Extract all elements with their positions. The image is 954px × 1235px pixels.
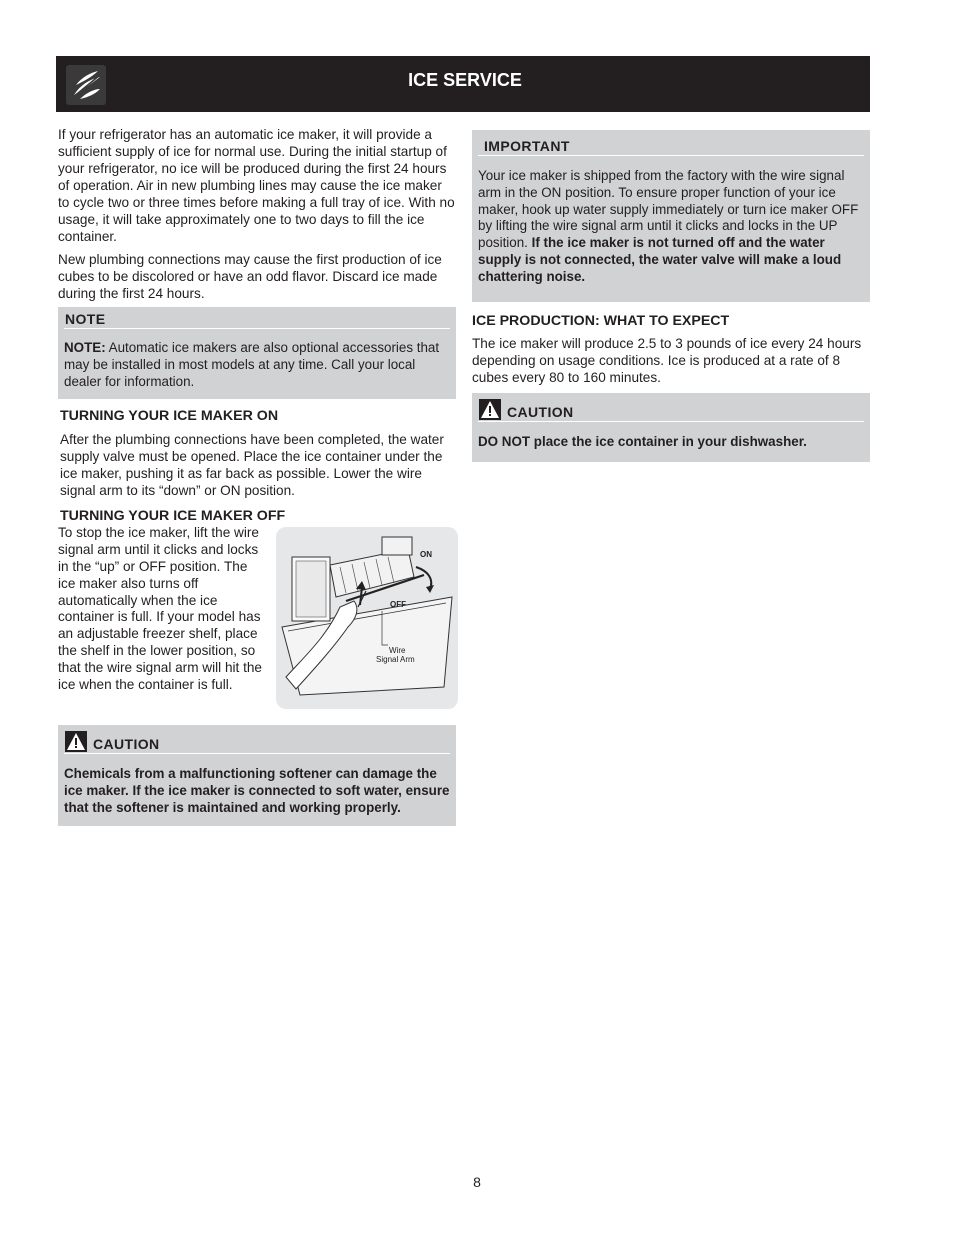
- note-text: [64, 340, 450, 390]
- note-lead: NOTE:: [64, 340, 106, 355]
- turn-off-text: To stop the ice maker, lift the wire signal arm until it clicks and locks in the “up” or OFF position. The ice maker also turns off automatically when the ice container is full. If your model has an adjustable freezer shelf, place the shelf in the lower position, so that the wire signal arm will hit the ice when the container is full.: [58, 525, 262, 692]
- intro-paragraph-1: If your refrigerator has an automatic ice maker, it will provide a sufficient supply of ice for normal use. During the initial startup of your refrigerator, no ice will be produced during the first 24 hours of operation. Air in new plumbing lines may cause the ice maker to cycle two or three times before making a full tray of ice. With no usage, it will take approximately one to two days to fill the ice container.: [58, 127, 455, 244]
- turn-on-heading: TURNING YOUR ICE MAKER ON: [60, 408, 279, 425]
- caution-box-left: [58, 725, 456, 825]
- production-heading: ICE PRODUCTION: WHAT TO EXPECT: [472, 312, 730, 329]
- warning-icon: [479, 399, 501, 420]
- note-title: NOTE: [64, 311, 450, 329]
- right-column: [472, 130, 870, 462]
- production-text: The ice maker will produce 2.5 to 3 pounds of ice every 24 hours depending on usage conditions. Ice is produced at a rate of 8 cubes every 80 to 160 minutes.: [472, 335, 862, 385]
- section-header: [56, 56, 870, 112]
- left-column: [58, 126, 456, 826]
- caution-left-text: Chemicals from a malfunctioning softener can damage the ice maker. If the ice maker is connected to soft water, ensure that the softener is maintained and working properly.: [64, 766, 450, 815]
- turn-off-heading: TURNING YOUR ICE MAKER OFF: [60, 508, 286, 525]
- important-title: IMPORTANT: [478, 138, 864, 156]
- note-box: [58, 307, 456, 399]
- important-text: [478, 168, 864, 286]
- warning-icon: [65, 731, 87, 752]
- caution-left-title: CAUTION: [93, 736, 160, 753]
- turn-on-text: After the plumbing connections have been completed, the water supply valve must be opened. Place the ice container under the ice maker, pushing it as far back as possible. Lower the wire signal arm to its “down” or ON position.: [60, 432, 444, 499]
- caution-right-title-row: [478, 399, 864, 422]
- label-signal-arm: Signal Arm: [376, 655, 415, 665]
- page-title: ICE SERVICE: [408, 70, 522, 90]
- page-number: 8: [473, 1174, 481, 1190]
- caution-right-title: CAUTION: [507, 403, 574, 420]
- note-body: Automatic ice makers are also optional accessories that may be installed in most models at any time. Call your local dealer for information.: [64, 340, 440, 389]
- intro-paragraph-2: New plumbing connections may cause the first production of ice cubes to be discolored or have an odd flavor. Discard ice made during the first 24 hours.: [58, 252, 442, 301]
- important-bold: If the ice maker is not turned off and the water supply is not connected, the water valve will make a loud chattering noise.: [478, 235, 842, 284]
- ice-maker-illustration: [276, 527, 458, 709]
- label-off: OFF: [390, 600, 406, 610]
- label-on: ON: [420, 550, 432, 560]
- label-wire: Wire: [389, 646, 406, 656]
- important-body: Your ice maker is shipped from the factory with the wire signal arm in the ON position. To ensure proper function of your ice maker, hook up water supply immediately or turn ice maker OFF by lifting the wire signal arm until it clicks and locks in the UP position.: [478, 168, 859, 251]
- turn-off-section: [58, 525, 456, 711]
- caution-left-title-row: [64, 731, 450, 754]
- caution-box-right: [472, 393, 870, 463]
- important-box: [472, 130, 870, 302]
- caution-right-text: DO NOT place the ice container in your dishwasher.: [478, 433, 807, 449]
